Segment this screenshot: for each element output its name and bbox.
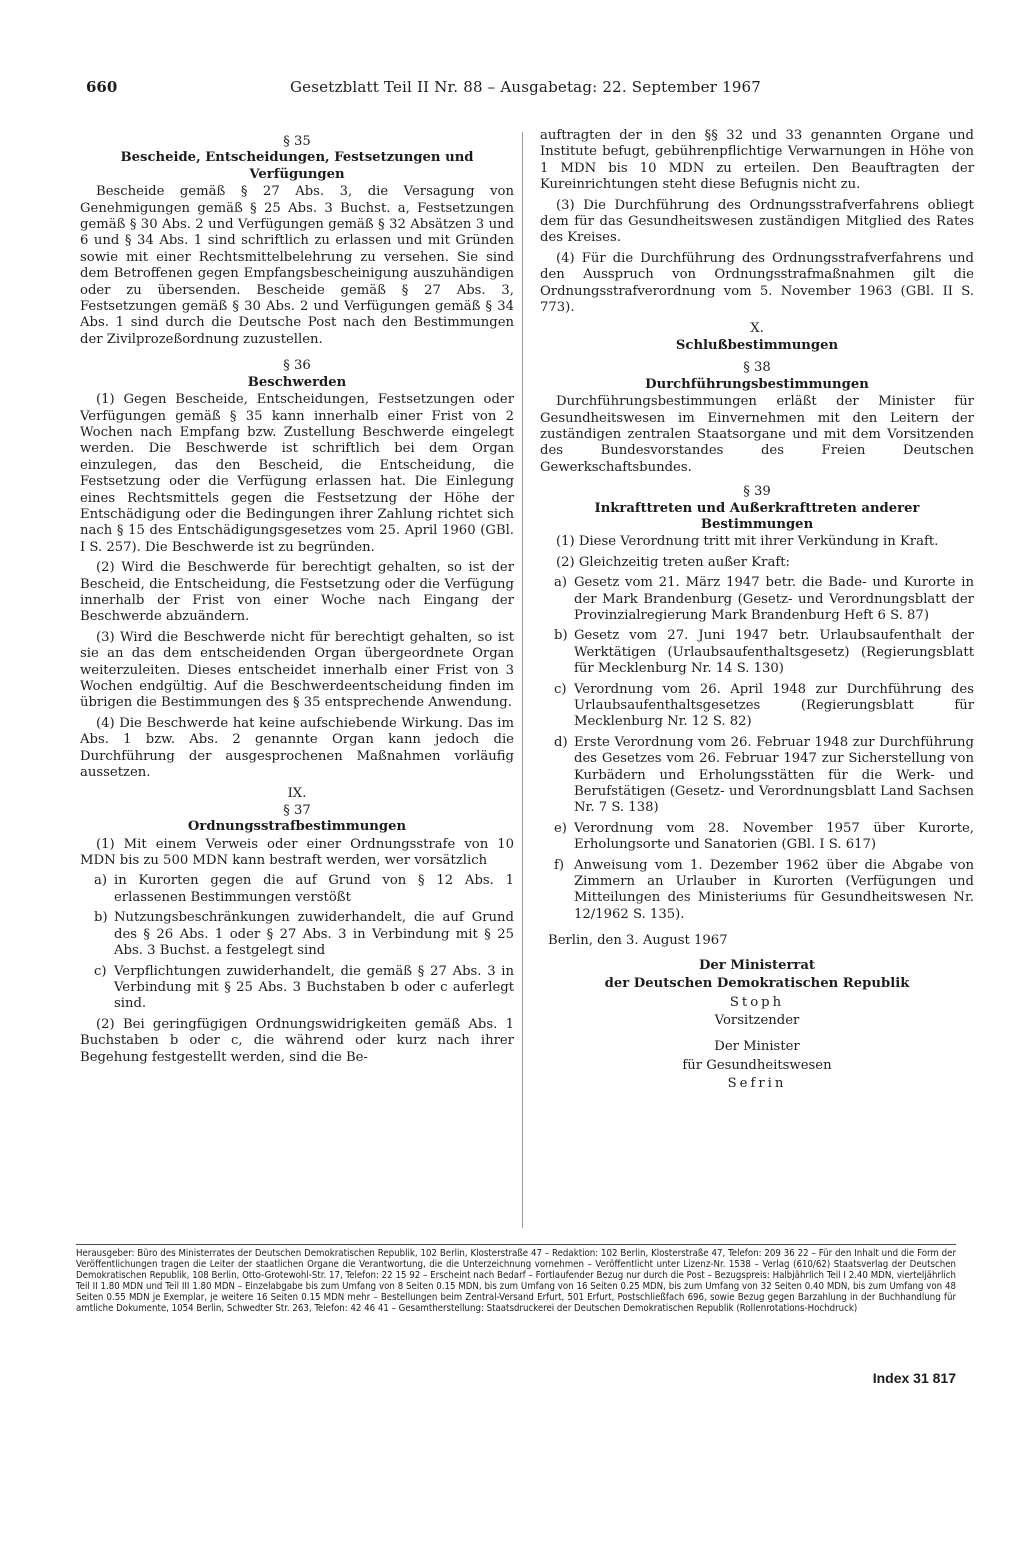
signatory-role: Vorsitzender (714, 1012, 800, 1028)
list-item (554, 858, 974, 924)
paragraph: (4) Für die Durchführung des Ordnungsstrafverfahrens und den Ausspruch von Ordnungsstrafmaßnahmen gilt die Ordnungsstrafverordnung vom 5. November 1963 (GBl. II S. 773). (540, 250, 974, 316)
item-text: Gesetz vom 27. Juni 1947 betr. Urlaubsaufenthalt der Werktätigen (Urlaubsaufenthaltsgesetz) (Regierungsblatt für Mecklenburg Nr. 14 S. 130) (574, 628, 974, 677)
paragraph: (1) Mit einem Verweis oder einer Ordnungsstrafe von 10 MDN bis zu 500 MDN kann bestraft werden, wer vorsätzlich (80, 836, 514, 869)
item-label: c) (94, 963, 107, 979)
section-title: Bescheide, Entscheidungen, Festsetzungen und Verfügungen (120, 150, 474, 182)
item-text: Nutzungsbeschränkungen zuwiderhandelt, die auf Grund des § 26 Abs. 1 oder § 27 Abs. 3 in Verbindung mit § 25 Abs. 3 Buchst. a festgelegt sind (114, 910, 514, 959)
section-title: Durchführungsbestimmungen (645, 376, 869, 392)
page-header (86, 78, 956, 104)
signatory-name: Stoph (729, 994, 785, 1010)
list-item (554, 735, 974, 817)
page-number: 660 (86, 78, 118, 96)
list-item (94, 873, 514, 906)
item-text: Verpflichtungen zuwiderhandelt, die gemäß § 27 Abs. 3 in Verbindung mit § 25 Abs. 3 Buchstaben b oder c auferlegt sind. (114, 963, 514, 1012)
section-number: § 37 (283, 802, 311, 818)
item-text: in Kurorten gegen die auf Grund von § 12 Abs. 1 erlassenen Bestimmungen verstößt (114, 873, 514, 905)
item-text: Verordnung vom 26. April 1948 zur Durchführung des Urlaubsaufenthaltsgesetzes (Regierungsblatt für Mecklenburg Nr. 12 S. 82) (574, 681, 974, 730)
paragraph: (1) Diese Verordnung tritt mit ihrer Verkündung in Kraft. (556, 534, 939, 550)
paragraph-continued: auftragten der in den §§ 32 und 33 genannten Organe und Institute befugt, gebührenpflichtige Verwarnungen in Höhe von 1 MDN bis 10 MDN zu erteilen. Den Beauftragten der Kureinrichtungen steht diese Befugnis nicht zu. (540, 128, 974, 193)
index-number: Index 31 817 (872, 1370, 956, 1386)
item-label: b) (94, 910, 108, 926)
signatory-name: Sefrin (727, 1076, 787, 1092)
paragraph: Durchführungsbestimmungen erläßt der Minister für Gesundheitswesen im Einvernehmen mit den Leitern der zuständigen zentralen Staatsorgane und mit dem Vorsitzenden des Bundesvorstandes des Freien Deutschen Gewerkschaftsbundes. (540, 394, 974, 475)
list-item (554, 575, 974, 624)
signature-block (540, 958, 974, 1093)
item-text: Gesetz vom 21. März 1947 betr. die Bade- und Kurorte in der Mark Brandenburg (Gesetz- und Verordnungsblatt der Provinzialregierung Mark Brandenburg Heft 6 S. 87) (574, 575, 974, 623)
item-label: d) (554, 734, 568, 750)
paragraph: (3) Wird die Beschwerde nicht für berechtigt gehalten, so ist sie an das dem entscheidenden Organ übergeordnete Organ weiterzuleiten. Dieses entscheidet innerhalb einer Frist von 3 Wochen endgültig. Auf die Beschwerdeentscheidung finden im übrigen die Bestimmungen des § 35 entsprechende Anwendung. (80, 629, 514, 711)
list-item (554, 682, 974, 731)
signature-org: Der Ministerrat (698, 957, 815, 973)
list-item (554, 628, 974, 677)
footer-rule (76, 1244, 956, 1245)
paragraph: (2) Gleichzeitig treten außer Kraft: (556, 554, 790, 570)
section-title: Beschwerden (247, 374, 347, 390)
list-item (94, 964, 514, 1013)
section-39 (540, 484, 974, 923)
chapter-title: Schlußbestimmungen (675, 337, 839, 353)
signatory-role: Der Minister (714, 1039, 800, 1055)
running-title: Gesetzblatt Teil II Nr. 88 – Ausgabetag: 22. September 1967 (290, 78, 762, 96)
item-text: Verordnung vom 28. November 1957 über Kurorte, Erholungsorte und Sanatorien (GBl. I S. 617) (574, 820, 974, 853)
paragraph: Bescheide gemäß § 27 Abs. 3, die Versagung von Genehmigungen gemäß § 25 Abs. 3 Buchst. a, Festsetzungen gemäß § 30 Abs. 2 und Verfügungen gemäß § 32 Absätzen 3 und 6 und § 34 Abs. 1 sind schriftlich zu erlassen und mit Gründen sowie mit einer Rechtsmittelbelehrung zu versehen. Sie sind dem Betroffenen gegen Empfangsbescheinigung auszuhändigen oder zu übersenden. Bescheide gemäß § 27 Abs. 3, Festsetzungen gemäß § 30 Abs. 2 und Verfügungen gemäß § 34 Abs. 1 sind durch die Deutsche Post nach den Bestimmungen der Zivilprozeßordnung zuzustellen. (80, 184, 514, 347)
item-label: b) (554, 628, 568, 644)
section-number: § 36 (283, 358, 311, 374)
section-37 (80, 803, 514, 1066)
left-column (80, 128, 514, 1234)
paragraph: (2) Wird die Beschwerde für berechtigt gehalten, so ist der Bescheid, die Entscheidung, die Festsetzung oder die Verfügung innerhalb der Frist von einer Woche nach Eingang der Beschwerde abzuändern. (80, 560, 514, 625)
section-35 (80, 134, 514, 348)
place-date: Berlin, den 3. August 1967 (548, 933, 728, 949)
list-item (554, 821, 974, 854)
signatory-role: für Gesundheitswesen (682, 1057, 832, 1073)
item-label: a) (94, 873, 108, 889)
column-divider (522, 132, 523, 1228)
list-item (94, 910, 514, 959)
section-title: Ordnungsstrafbestimmungen (187, 819, 407, 835)
chapter-heading: IX. (287, 786, 307, 802)
item-text: Erste Verordnung vom 26. Februar 1948 zur Durchführung des Gesetzes vom 26. Februar 1947 zur Sicherstellung von Kurbädern und Erholungsstätten für die Werk- und Berufstätigen (Gesetz- und Verordnungsblatt Land Sachsen Nr. 7 S. 138) (574, 734, 974, 816)
paragraph: (2) Bei geringfügigen Ordnungswidrigkeiten gemäß Abs. 1 Buchstaben b oder c, die während oder kurz nach ihrer Begehung festgestellt werden, sind die Be- (80, 1016, 514, 1065)
paragraph: (1) Gegen Bescheide, Entscheidungen, Festsetzungen oder Verfügungen gemäß § 35 kann innerhalb einer Frist von 2 Wochen nach Empfang bzw. Zustellung Beschwerde eingelegt werden. Die Beschwerde ist schriftlich bei dem Organ einzulegen, das den Bescheid, die Entscheidung, die Festsetzung oder die Verfügung erlassen hat. Die Einlegung eines Rechtsmittels gegen die Festsetzung der Höhe der Entschädigung oder die Bedingungen ihrer Zahlung richtet sich nach § 15 des Entschädigungsgesetzes vom 25. April 1960 (GBl. I S. 257). Die Beschwerde ist zu begründen. (80, 392, 514, 555)
right-column (540, 128, 974, 1234)
impressum: Herausgeber: Büro des Ministerrates der Deutschen Demokratischen Republik, 102 Berlin, Klosterstraße 47 – Redaktion: 102 Berlin, Klosterstraße 47, Telefon: 209 36 22 – Für den Inhalt und die Form der Veröffentlichungen tragen die Leiter der staatlichen Organe die Verantwortung, die die Unterzeichnung vornehmen – Veröffentlicht unter Lizenz-Nr. 1538 – Verlag (610/62) Staatsverlag der Deutschen Demokratischen Republik, 108 Berlin, Otto-Grotewohl-Str. 17, Telefon: 22 15 92 – Erscheint nach Bedarf – Fortlaufender Bezug nur durch die Post – Bezugspreis: Halbjährlich Teil I 2.40 MDN, vierteljährlich Teil II 1.80 MDN und Teil III 1.80 MDN – Einzelabgabe bis zum Umfang von 8 Seiten 0.15 MDN, bis zum Umfang von 16 Seiten 0.25 MDN, bis zum Umfang von 32 Seiten 0.40 MDN, bis zum Umfang von 48 Seiten 0.55 MDN je Exemplar, je weitere 16 Seiten 0.15 MDN mehr – Bestellungen beim Zentral-Versand Erfurt, 501 Erfurt, Postschließfach 696, sowie Bezug gegen Barzahlung in der Buchhandlung für amtliche Dokumente, 1054 Berlin, Schwedter Str. 263, Telefon: 42 46 41 – Gesamtherstellung: Staatsdruckerei der Deutschen Demokratischen Republik (Rollenrotations-Hochdruck) (76, 1248, 956, 1315)
section-number: § 35 (283, 134, 311, 149)
signature-org: der Deutschen Demokratischen Republik (604, 976, 910, 992)
section-number: § 39 (743, 484, 771, 500)
section-36 (80, 358, 514, 781)
item-label: a) (554, 575, 568, 591)
item-label: f) (554, 857, 565, 873)
section-number: § 38 (743, 360, 771, 376)
section-title: Inkrafttreten und Außerkrafttreten anderer Bestimmungen (594, 500, 920, 532)
section-38 (540, 360, 974, 476)
item-label: c) (554, 681, 567, 697)
paragraph: (3) Die Durchführung des Ordnungsstrafverfahrens obliegt dem für das Gesundheitswesen zuständigen Mitglied des Rates des Kreises. (540, 197, 974, 246)
paragraph: (4) Die Beschwerde hat keine aufschiebende Wirkung. Das im Abs. 1 bzw. Abs. 2 genannte Organ kann jedoch die Durchführung der ausgesprochenen Maßnahmen vorläufig aussetzen. (80, 715, 514, 781)
chapter-heading: X. (750, 321, 764, 337)
item-text: Anweisung vom 1. Dezember 1962 über die Abgabe von Zimmern an Urlauber in Kurorten (Verfügungen und Mitteilungen des Ministeriums für Gesundheitswesen Nr. 12/1962 S. 135). (574, 857, 974, 922)
item-label: e) (554, 820, 567, 836)
